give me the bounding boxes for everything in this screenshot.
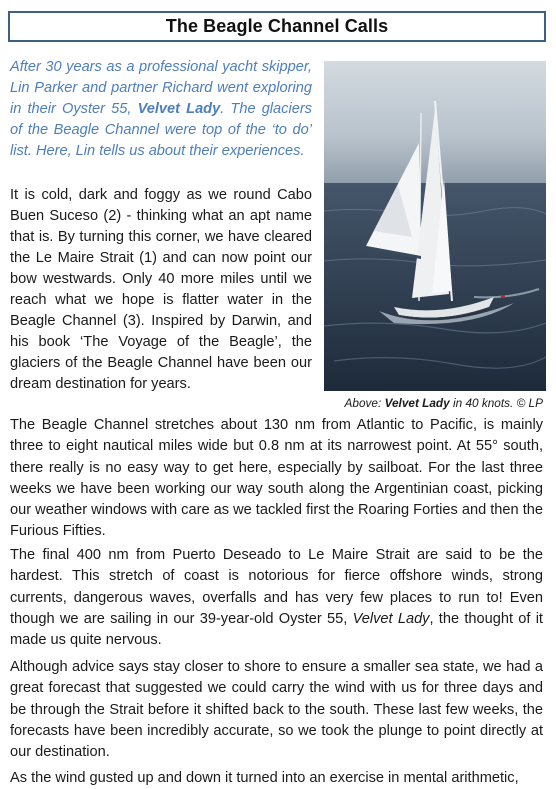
- caption-boat-name: Velvet Lady: [384, 396, 450, 410]
- yacht-photo: [324, 61, 546, 391]
- photo-caption: [290, 396, 543, 410]
- title-box: [8, 11, 546, 42]
- paragraph-2: The Beagle Channel stretches about 130 nm from Atlantic to Pacific, is mainly three to eight nautical miles wide but 0.8 nm at its narrowest point. At 55° south, there really is no easy way to get here, especially by sailboat. For the last three weeks we have been working our way south along the Argentinian coast, picking our weather windows with care as we tackled first the Roaring Forties and then the Furious Fifties.: [10, 417, 543, 540]
- paragraph-3-boat-name: Velvet Lady: [352, 610, 430, 627]
- paragraph-4: Although advice says stay closer to shore to ensure a smaller sea state, we had a great forecast that suggested we could carry the wind with us for three days and be through the Strait before it shifted back to the south. These last few weeks, the forecasts have been incredibly accurate, so we took the plunge to point directly at our destination.: [10, 659, 543, 761]
- page-title: The Beagle Channel Calls: [165, 16, 389, 36]
- intro-text-1: After 30 years as a professional yacht skipper, Lin Parker and partner Richard went exploring in their Oyster 55,: [10, 59, 312, 117]
- intro-boat-name: Velvet Lady: [137, 101, 221, 117]
- paragraph-3-text-1: The final 400 nm from Puerto Deseado to Le Maire Strait are said to be the hardest. This stretch of coast is notorious for fierce offshore winds, strong currents, dangerous waves, overfalls and has very few places to run to! Even though we are sailing in our 39-year-old Oyster 55,: [10, 547, 543, 627]
- intro-text-2: . The glaciers of the Beagle Channel were top of the ‘to do’ list. Here, Lin tells us about their experiences.: [10, 101, 312, 159]
- paragraph-3-text-2: , the thought of it made us quite nervous.: [10, 610, 543, 649]
- caption-prefix: Above:: [344, 396, 385, 410]
- intro-standfirst: [10, 57, 312, 162]
- paragraph-5: As the wind gusted up and down it turned into an exercise in mental arithmetic,: [10, 770, 519, 786]
- paragraph-1: It is cold, dark and foggy as we round Cabo Buen Suceso (2) - thinking what an apt name that is. By turning this corner, we have cleared the Le Maire Strait (1) and can now point our bow westwards. Only 40 more miles until we reach what we hope is flatter water in the Beagle Channel (3). Inspired by Darwin, and his book ‘The Voyage of the Beagle’, the glaciers of the Beagle Channel have been our dream destination for years.: [10, 187, 312, 392]
- paragraph-3: [10, 545, 543, 651]
- caption-suffix: in 40 knots. © LP: [449, 396, 543, 410]
